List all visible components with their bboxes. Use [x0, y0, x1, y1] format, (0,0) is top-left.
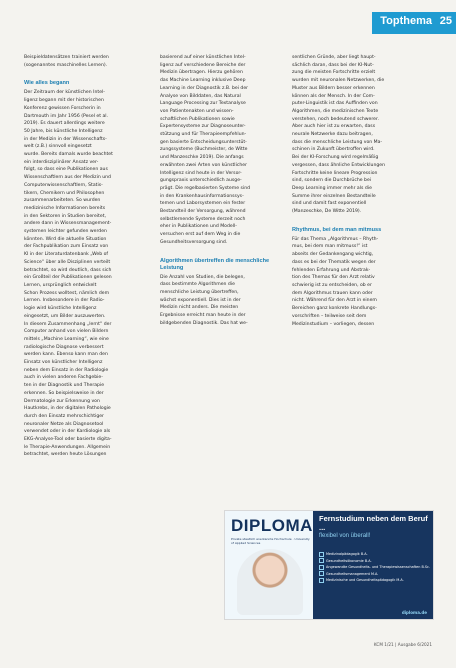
text-line: Konferenz gewissen Forscherin in — [24, 105, 101, 111]
text-line: In diesem Zusammenhang „lernt“ der — [24, 321, 112, 327]
text-line: betrachtet, so wird deutlich, dass sich — [24, 267, 112, 273]
ad-course-label: Gesundheitsökonomie B.A. — [326, 558, 372, 563]
text-line: dass bestimmte Algorithmen die — [160, 282, 235, 288]
text-line: Deep Learning immer mehr als die — [292, 185, 372, 191]
text-line: Lernen. Insbesondere in der Radio- — [24, 298, 105, 304]
text-line: ten in der Diagnostik und Therapie — [24, 383, 105, 389]
text-line: Aber auch hier ist zu erwarten, dass — [292, 124, 376, 130]
text-line: in der Medizin in der Wissenschafts- — [24, 136, 107, 142]
text-line: werden kann. Ebenso kann man den — [24, 352, 108, 358]
text-line: dem Algorithmus trauen kann oder — [292, 290, 373, 296]
page-footer: KCM 1/21 | Ausgabe 6/2021 — [373, 642, 432, 647]
text-line: auch in vielen anderen Fachgebie- — [24, 375, 103, 381]
text-line: systemen leichter gefunden werden — [24, 229, 107, 235]
text-line: Computer anhand von vielen Bildern — [24, 329, 109, 335]
text-line: ligenz auf verschiedene Bereiche der — [160, 62, 246, 68]
heading-rhythmus: Rhythmus, bei dem man mitmuss — [292, 226, 382, 233]
text-line: mus, bei dem man mitmuss!“ ist — [292, 244, 368, 250]
ad-left-panel — [225, 511, 313, 619]
text-line: vergessen, dass ähnliche Entwicklungen — [292, 162, 386, 168]
text-line: erkennen. So beispielsweise in der — [24, 390, 104, 396]
text-line: stützung und für Therapieempfehlun- — [160, 132, 247, 138]
text-line: Dermatologie zur Erkennung von — [24, 398, 100, 404]
page-number: 25 — [439, 15, 452, 27]
text-line: erwähnten zwei Arten von künstlicher — [160, 162, 248, 168]
ad-url[interactable]: diploma.de — [401, 610, 427, 615]
ad-course-label: Gesundheitsmanagement M.A. — [326, 571, 379, 576]
text-line: Dartmouth im Jahr 1956 (Pesel et al. — [24, 113, 109, 119]
text-line: KI in der Literaturdatenbank „Web of — [24, 252, 109, 258]
text-line: andere dann in Wissensmanagement- — [24, 221, 112, 227]
text-line: tion des Themas für den Arzt relativ — [292, 275, 375, 281]
text-line: schwierig ist zu entscheiden, ob er — [292, 282, 372, 288]
ad-course-label: Medizinalpädagogik B.A. — [326, 552, 368, 556]
text-line: logie wird künstliche Intelligenz — [24, 306, 97, 312]
text-line: nicht. Während für den Arzt in einem — [292, 298, 377, 304]
text-line: 2019). Es dauert allerdings weitere — [24, 121, 105, 127]
column-3-body — [292, 54, 424, 216]
checkbox-icon — [319, 571, 324, 576]
text-line: wurden mit neuronalen Netzwerken, die — [292, 78, 385, 84]
text-line: in den Krankenhausinformationssys- — [160, 193, 244, 199]
text-line: Language Processing zur Textanalyse — [160, 101, 246, 107]
text-line: durch den Einsatz mehrschichtiger — [24, 413, 104, 419]
checkbox-icon — [319, 565, 324, 570]
text-line: Intelligenz sind heute in der Versor- — [160, 170, 242, 176]
text-line: sächlich daran, dass bei der KI-Nut- — [292, 62, 374, 68]
text-line: könnten. Wird die aktuelle Situation — [24, 236, 107, 242]
text-line: eingesetzt, um Bilder auszuwerten. — [24, 313, 106, 319]
text-line: Bei der KI-Forschung wird regelmäßig — [292, 155, 379, 161]
text-line: Wissenschaftlern aus der Medizin und — [24, 175, 111, 181]
heading-wie-alles-begann: Wie alles begann — [24, 80, 70, 87]
text-line: prägt. Die regelbasierten Systeme sind — [160, 185, 251, 191]
text-line: (sogenanntes maschinelles Lernen). — [24, 62, 108, 68]
text-line: medizinische Informationen bereits — [24, 205, 106, 211]
text-line: zungssysteme (Buchmeister, de Witte — [160, 147, 248, 153]
text-line: Expertensysteme zur Diagnoseunter- — [160, 124, 246, 130]
text-line: puter-Linguistik ist das Auffinden von — [292, 101, 378, 107]
text-line: Schon Prozess wolltest, nämlich dem — [24, 290, 110, 296]
text-line: sind und damit fast exponentiell — [292, 201, 367, 207]
ad-title: Fernstudium neben dem Beruf ... — [319, 514, 428, 532]
section-title: Topthema — [380, 15, 432, 27]
text-line: in den Sektoren in Studien bereitet, — [24, 213, 106, 219]
column-2 — [160, 54, 288, 328]
column-2-body — [160, 54, 288, 247]
text-line: von Patientenakten und wissen- — [160, 108, 234, 114]
text-line: können als der Mensch. In der Com- — [292, 93, 375, 99]
text-line: neurale Netzwerke dazu beitragen, — [292, 132, 373, 138]
text-line: folgt, so dass eine Publikationen aus — [24, 167, 108, 173]
text-line: zung die meisten Fortschritte erzielt — [292, 70, 376, 76]
text-line: Computerwissenschaftlern, Statis- — [24, 182, 103, 188]
text-line: welt (z.B.) sinnvoll eingesetzt — [24, 144, 92, 150]
text-line: Fortschritte keine lineare Progression — [292, 170, 378, 176]
text-line: mittels „Machine Learning“, wie eine — [24, 336, 109, 342]
text-line: Gesundheitsversorgung sind. — [160, 239, 228, 245]
text-line: Muster aus Bildern besser erkennen — [292, 85, 375, 91]
text-line: abseits der Gedankengang wichtig, — [292, 252, 374, 258]
text-line: dass es bei der Thematik wegen der — [292, 259, 376, 265]
text-line: Science“ über alle Disziplinen verteilt — [24, 259, 111, 265]
heading-algorithmen: Algorithmen übertreffen die menschliche Leistung — [160, 257, 270, 271]
text-line: Summe ihrer einzelnen Bestandteile — [292, 193, 376, 199]
ad-photo — [237, 549, 303, 615]
text-line: radiologische Diagnose verbessert — [24, 344, 104, 350]
text-line: Medizinstudium – vorliegen, dessen — [292, 321, 375, 327]
text-line: schaftlichen Publikationen sowie — [160, 116, 235, 122]
text-line: Bestandteil der Versorgung, während — [160, 209, 246, 215]
text-line: Analyse von Bilddaten, das Natural — [160, 93, 241, 99]
text-line: menschliche Leistung übertreffen, — [160, 289, 239, 295]
text-line: ein Großteil der Publikationen gelesen — [24, 275, 112, 281]
text-line: verwendet oder in der Kardiologie als — [24, 429, 111, 435]
text-line: vorschriften – teilweise seit dem — [292, 313, 367, 319]
text-line: EKG-Analyse-Tool oder basierte digita- — [24, 437, 112, 443]
ad-course-label: Medizinische und Gesundheitspädagogik M.A. — [326, 578, 404, 582]
column-3 — [292, 54, 424, 328]
text-line: Einsatz von künstlicher Intelligenz — [24, 360, 103, 366]
text-line: tikern, Chemikern und Philosophen — [24, 190, 105, 196]
text-line: sind, sondern die Durchbrüche bei — [292, 178, 372, 184]
text-line: ligenz begann mit der historischen — [24, 98, 104, 104]
text-line: basierend auf einer künstlichen Intel- — [160, 55, 246, 60]
text-line: dass die menschliche Leistung von Ma- — [292, 139, 383, 145]
ad-logo: DIPLOMA — [231, 516, 313, 535]
ad-course-list — [319, 551, 431, 584]
text-line: Beispieldatensätzen trainiert werden — [24, 55, 109, 60]
ad-subtitle: flexibel von überall! — [319, 533, 371, 539]
ad-course-label: Angewandte Gesundheits- und Therapiewissenschaften B.Sc. — [326, 565, 430, 569]
text-line: Der Zeitraum der künstlichen Intel- — [24, 90, 105, 96]
text-line: Medizin übertragen. Hierzu gehören — [160, 70, 243, 76]
text-line: Ergebnisse erreicht man heute in der — [160, 313, 246, 319]
checkbox-icon — [319, 552, 324, 557]
column-2-body-2 — [160, 274, 288, 328]
text-line: das Machine Learning inklusive Deep — [160, 78, 246, 84]
text-line: sentlichen Gründe, aber liegt haupt- — [292, 55, 376, 60]
text-line: temen und Laborsystemen ein fester — [160, 201, 246, 207]
text-line: Lernen, ursprünglich entwickelt — [24, 282, 97, 288]
text-line: (Manzeschke, De Witte 2019). — [292, 209, 362, 215]
advertisement[interactable] — [224, 510, 434, 620]
text-line: gen basierte Entscheidungsunterstüt- — [160, 139, 247, 145]
text-line: Learning in der Diagnostik z.B. bei der — [160, 85, 249, 91]
ad-right-panel — [313, 511, 433, 619]
text-line: bildgebenden Diagnostik. Das hat we- — [160, 320, 248, 326]
text-line: Bereichen ganz konkrete Handlungs- — [292, 306, 377, 312]
text-line: 50 Jahre, bis künstliche Intelligenz — [24, 128, 103, 134]
text-line: selbstlernende Systeme derzeit noch — [160, 216, 246, 222]
text-line: zusammenarbeiteten. So wurden — [24, 198, 101, 204]
text-line: wächst exponentiell. Dies ist in der — [160, 297, 241, 303]
text-line: eher in Publikationen und Modell- — [160, 224, 237, 230]
text-line: gungspraxis unterschiedlich ausge- — [160, 178, 242, 184]
column-3-body-2 — [292, 236, 424, 328]
text-line: verstehen, noch bedeutend schwerer. — [292, 116, 379, 122]
text-line: schinen in Zukunft übertroffen wird. — [292, 147, 375, 153]
text-line: Für das Thema „Algorithmus – Rhyth- — [292, 236, 379, 242]
text-line: versuchen erst auf dem Weg in die — [160, 232, 241, 238]
column-1-body — [24, 89, 154, 459]
text-line: fehlenden Erfahrung und Abstrak- — [292, 267, 371, 273]
text-line: ein interdisziplinärer Ansatz ver- — [24, 159, 99, 165]
text-line: Medizin nicht anders. Die meisten — [160, 305, 239, 311]
column-1 — [24, 54, 154, 459]
text-line: und Manzeschke 2019). Die anfangs — [160, 155, 244, 161]
ad-course-item[interactable] — [319, 577, 431, 584]
text-line: wurde. Bereits damals wurde beachtet — [24, 152, 113, 158]
text-line: der Fachpublikation zum Einsatz von — [24, 244, 109, 250]
text-line: le Therapie-Anwendungen. Allgemein — [24, 444, 111, 450]
checkbox-icon — [319, 578, 324, 583]
text-line: Algorithmen, die medizinischen Texte — [292, 108, 379, 114]
text-line: neuronaler Netze als Diagnosetool — [24, 421, 104, 427]
text-line: neben dem Einsatz in der Radiologie — [24, 367, 109, 373]
text-line: Die Anzahl von Studien, die belegen, — [160, 274, 245, 280]
text-line: betrachtet, werden heute Lösungen — [24, 452, 107, 458]
checkbox-icon — [319, 558, 324, 563]
text-line: Hautkrebs, in der digitalen Pathologie — [24, 406, 111, 412]
ad-tagline: Private staatlich anerkannte Hochschule · University of Applied Sciences — [231, 537, 310, 545]
